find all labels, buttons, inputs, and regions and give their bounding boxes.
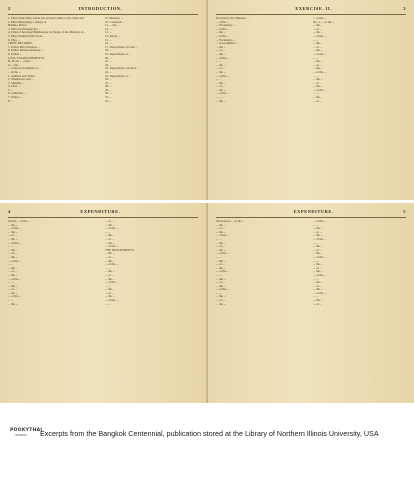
text-line: ... the ... (105, 277, 115, 281)
text-line: ... the ... (216, 248, 226, 252)
text-column (105, 220, 198, 402)
text-line: ... of ... (105, 220, 114, 223)
studio-logo (10, 428, 43, 437)
text-line: ... the ... (216, 88, 226, 92)
text-line: No. 2. ... of the ... (313, 20, 335, 24)
running-head-title: EXPENDITURE. (80, 208, 121, 214)
text-line: ... the ... (313, 270, 323, 274)
text-columns (8, 17, 198, 199)
text-line: 14. Royal ... (105, 34, 121, 38)
text-line: ... ... (313, 277, 319, 281)
text-line: ... of the ... (313, 34, 327, 38)
text-line: ... the ... (8, 237, 18, 241)
text-line: ... the ... (105, 259, 115, 263)
text-line: ... of ... (8, 288, 17, 292)
text-line: ... ... (216, 273, 222, 277)
text-line: ... of the ... (105, 263, 119, 267)
text-line: ... of ... (313, 63, 322, 67)
text-line: ... the ... (216, 52, 226, 56)
text-line: ... ... (313, 92, 319, 96)
text-line: ... of the ... (313, 70, 327, 74)
running-head-title: EXPENDITURE. (293, 208, 334, 214)
text-line: ... the ... (313, 31, 323, 35)
spread-bottom (0, 203, 414, 403)
text-columns (8, 220, 198, 402)
text-line: ... the ... (216, 230, 226, 234)
text-line: ... the ... (313, 42, 323, 46)
text-line: 3. Phra Karmaluang the ... (8, 27, 41, 31)
text-line: ... ... (216, 60, 222, 64)
text-line: ... of ... (105, 273, 114, 277)
text-line: ... the ... (216, 295, 226, 299)
running-head-title: EXERCISE. II. (295, 5, 332, 11)
running-head (216, 207, 406, 215)
text-line: ... the ... (216, 31, 226, 35)
text-line: ... the ... (313, 299, 323, 303)
text-line: ... the ... (216, 302, 226, 306)
text-line: 20. ... (105, 56, 112, 60)
logo-line2: STUDIO (15, 433, 27, 437)
text-line: ... the ... (313, 227, 323, 231)
text-columns (216, 220, 406, 402)
text-line: ... the ... (313, 245, 323, 249)
text-line: ... of ... (313, 302, 322, 306)
text-line: ... ... (313, 74, 319, 78)
text-line: ... ... (313, 56, 319, 60)
text-line: ... ... (313, 295, 319, 299)
text-line: CHIEF RECORDS, (8, 42, 33, 46)
text-line: ... the ... (8, 302, 18, 306)
text-line: ... Excellency ... (216, 38, 236, 42)
text-line: 9. Prince ... (8, 52, 23, 56)
head-rule (216, 14, 406, 15)
text-line: ... the ... (313, 234, 323, 238)
running-head (8, 207, 198, 215)
text-line: ... of ... (8, 252, 17, 256)
text-line: ... of the ... (216, 20, 230, 24)
text-line: ... the ... (313, 78, 323, 82)
running-head (216, 4, 406, 12)
head-rule (8, 14, 198, 15)
text-line: ... the ... (8, 230, 18, 234)
text-line: ... ... (216, 255, 222, 259)
text-line: ... ... (313, 259, 319, 263)
text-line: ... of ... (216, 263, 225, 267)
text-line: ... ... (313, 38, 319, 42)
text-line: ... the ... (8, 291, 18, 295)
text-line: ... of the ... (216, 270, 230, 274)
text-column (313, 17, 406, 199)
text-line: ... of ... (313, 45, 322, 49)
book-page (0, 203, 206, 403)
running-head (8, 4, 198, 12)
text-line: to ... his ... (8, 63, 21, 67)
text-line: ... the ... (216, 70, 226, 74)
book-page (0, 0, 206, 200)
text-line: ... the ... (105, 241, 115, 245)
text-line: Bankks, Prince (8, 24, 27, 28)
text-line: 4. Prince Chowmuji Bakhanoder in charge of the Ministry of... (8, 31, 86, 35)
text-line: 8. Prince Ratthawandaeng ... (8, 49, 44, 53)
book-page (208, 203, 414, 403)
text-line: ... the ... (216, 45, 226, 49)
text-line: ... the ... (313, 24, 323, 28)
page-number: 2 (8, 5, 11, 11)
text-line: 27. ... (105, 81, 112, 85)
text-line: ... the ... (313, 288, 323, 292)
text-line: ... of the ... (8, 295, 22, 299)
text-line: ... Government ... (216, 42, 238, 46)
text-line: ... the ... (313, 96, 323, 100)
text-line: ... the ... (216, 284, 226, 288)
logo-line1: POOKYTHAI (10, 428, 43, 433)
text-line: ... ... (105, 284, 111, 288)
text-column (216, 220, 309, 402)
text-line: ... of ... (216, 227, 225, 231)
text-line: 6. Phra ... (8, 38, 20, 42)
text-line: ... ... (216, 78, 222, 82)
text-line: ... of the ... (313, 52, 327, 56)
text-line: ... the ... (313, 60, 323, 64)
text-line: THE DEPARTMENTS. (105, 248, 135, 252)
text-line: 16. ... (105, 42, 112, 46)
text-line: ... of the ... (105, 281, 119, 285)
text-line: 2. Musketeers and ... (8, 78, 34, 82)
text-line: ... of the Government of ... (8, 67, 41, 71)
page-number: 5 (403, 208, 406, 214)
page-number: 3 (403, 5, 406, 11)
text-line: ... ... (105, 230, 111, 234)
text-line: ... of ... (313, 99, 322, 103)
text-line: 17. Department of Land ... (105, 45, 138, 49)
text-line: 21. ... (105, 60, 112, 64)
text-line: 30. ... (105, 92, 112, 96)
text-line: ... ... (8, 281, 14, 285)
text-line: ... the ... (105, 270, 115, 274)
text-line: 1. Phra Chula Wija-waida, the private family of the Siam and (8, 17, 84, 20)
text-line: 26. ... (105, 78, 112, 82)
text-line: ... of ... (313, 27, 322, 31)
text-line: ... of the ... (313, 88, 327, 92)
text-line: ... of ... (8, 270, 17, 274)
text-line: ... of the ... (313, 255, 327, 259)
text-line: IV. Ministry ... (105, 17, 124, 20)
text-line: ... of the ... (216, 234, 230, 238)
text-line: ... of ... (216, 281, 225, 285)
text-line: ... of ... (216, 299, 225, 303)
text-column (313, 220, 406, 402)
text-line: ... of the ... (313, 291, 327, 295)
text-line: 1. Admiral and Vizier (8, 74, 35, 78)
text-line: ... of the ... (216, 288, 230, 292)
text-line: ... the ... (216, 277, 226, 281)
text-line: ... the ... (105, 223, 115, 227)
text-line: ... the ... (313, 252, 323, 256)
text-line: ... ... (313, 241, 319, 245)
text-line: ... of the ... (216, 252, 230, 256)
text-line: 5. ... (8, 88, 14, 92)
text-line: ... of the ... (8, 277, 22, 281)
text-line: CIVIL ESTABLISHMENTS. (8, 56, 45, 60)
text-line: 28. ... (105, 85, 112, 89)
text-line: ... the ... (8, 248, 18, 252)
text-line: ... the ... (8, 266, 18, 270)
text-line: 19. Department of ... (105, 52, 131, 56)
text-line: ... of ... (105, 255, 114, 259)
text-line: ... of the ... (8, 259, 22, 263)
text-line: ... of the ... (313, 237, 327, 241)
text-line: ... ... (8, 245, 14, 249)
text-line: ... ... (8, 263, 14, 267)
text-line: ... the ... (313, 263, 323, 267)
text-line: 4. Fleet ... (8, 85, 21, 89)
head-rule (216, 217, 406, 218)
text-line: ... of the ... (216, 27, 230, 31)
text-line: 23. Department of Police ... (105, 67, 140, 71)
text-line: Allowances ... of the ... (216, 220, 245, 223)
text-line: ... of ... (105, 237, 114, 241)
text-line: ... the ... (105, 234, 115, 238)
text-column (216, 17, 309, 199)
text-line: ... of the ... (8, 227, 22, 231)
text-line: ... of the ... (313, 17, 327, 20)
text-line: 31. ... (105, 96, 112, 100)
text-line: ... ... (216, 291, 222, 295)
text-line: ... of ... (216, 67, 225, 71)
text-line: ... of ... (313, 81, 322, 85)
text-line: ... of ... (105, 291, 114, 295)
footer (0, 410, 414, 480)
book-page (208, 0, 414, 200)
text-line: ... ... (105, 266, 111, 270)
text-line: ... of the ... (8, 241, 22, 245)
text-line: ... of the ... (313, 273, 327, 277)
text-line: ... the ... (216, 223, 226, 227)
text-line: ... of ... (8, 234, 17, 238)
text-line: ... of ... (216, 49, 225, 53)
text-column (8, 220, 101, 402)
text-line: ... the ... (216, 259, 226, 263)
text-line: ... of ... (313, 230, 322, 234)
text-line: On the ... of the ... (8, 220, 31, 223)
text-column (8, 17, 101, 199)
text-line: H. H. the ... of the ... (8, 60, 34, 64)
text-line: ... of ... (216, 245, 225, 249)
text-line: 7. Prince ... (8, 96, 23, 100)
text-line: 5. Phra Ndakh Kalam Varia... (8, 34, 45, 38)
text-line: 11. ... the ... (105, 24, 120, 28)
text-line: ... of the ... (105, 227, 119, 231)
text-line: 25. Department of ... (105, 74, 131, 78)
text-line: ... the ... (216, 63, 226, 67)
text-columns (216, 17, 406, 199)
text-line: ... of the ... (216, 74, 230, 78)
text-line: 7. Prince Phra Wanaloe ... (8, 45, 40, 49)
page-number: 4 (8, 208, 11, 214)
text-line: ... the ... (216, 81, 226, 85)
text-line: ... the ... (313, 49, 323, 53)
text-line: 18. ... (105, 49, 112, 53)
text-line: ... of the ... (216, 34, 230, 38)
text-line: 22. ... (105, 63, 112, 67)
text-line: 15. ... (105, 38, 112, 42)
text-line: ... of the ... (216, 56, 230, 60)
head-rule (8, 217, 198, 218)
text-line: ... ... (313, 223, 319, 227)
text-line: ... the ... (8, 273, 18, 277)
text-line: 29. ... (105, 88, 112, 92)
text-line: ... ... (105, 302, 111, 306)
image-caption: Excerpts from the Bangkok Centennial, publication stored at the Library of Northern Illinois University, USA (40, 429, 379, 438)
text-line: 12. ... (105, 27, 112, 31)
running-head-title: INTRODUCTION. (78, 5, 123, 11)
text-line: ... Excellency ... (216, 24, 236, 28)
text-line: 32. ... (105, 99, 112, 103)
text-line: ... the ... (216, 241, 226, 245)
text-line: Excellency the Minister ... (216, 17, 249, 20)
text-line: ... of the ... (216, 92, 230, 96)
text-line: 3. Mahthai ... (8, 81, 25, 85)
text-line: ... the ... (8, 255, 18, 259)
text-line: ... the ... (8, 284, 18, 288)
text-line: ... ... (8, 299, 14, 303)
text-line: ... the ... (216, 266, 226, 270)
text-line: ... of ... (216, 85, 225, 89)
text-line: 13. ... (105, 31, 112, 35)
text-column (105, 17, 198, 199)
text-line: ... the ... (313, 67, 323, 71)
text-line: ... ... (216, 237, 222, 241)
text-line: ... of ... (313, 248, 322, 252)
text-line: 24. ... (105, 70, 112, 74)
text-line: 10. Consulate ... (105, 20, 126, 24)
text-line: ... of ... (313, 266, 322, 270)
text-line: ... in the ... (8, 70, 22, 74)
text-line: ... the ... (105, 288, 115, 292)
text-line: ... of ... (313, 284, 322, 288)
text-line: 8. ... (8, 99, 14, 103)
text-line: ... of the ... (313, 220, 327, 223)
text-line: 6. Admiralty ... (8, 92, 27, 96)
text-line: ... the ... (105, 295, 115, 299)
text-line: ... the ... (216, 99, 226, 103)
text-line: ... the ... (313, 85, 323, 89)
text-line: ... the ... (8, 223, 18, 227)
text-line: ... of the ... (105, 299, 119, 303)
text-line: ... ... (216, 96, 222, 100)
text-line: ... the ... (313, 281, 323, 285)
text-line: ... the ... (105, 252, 115, 256)
spread-top (0, 0, 414, 200)
text-line: 2. Phra Dhal-kanga a charge of (8, 20, 47, 24)
text-line: ... of the ... (105, 245, 119, 249)
